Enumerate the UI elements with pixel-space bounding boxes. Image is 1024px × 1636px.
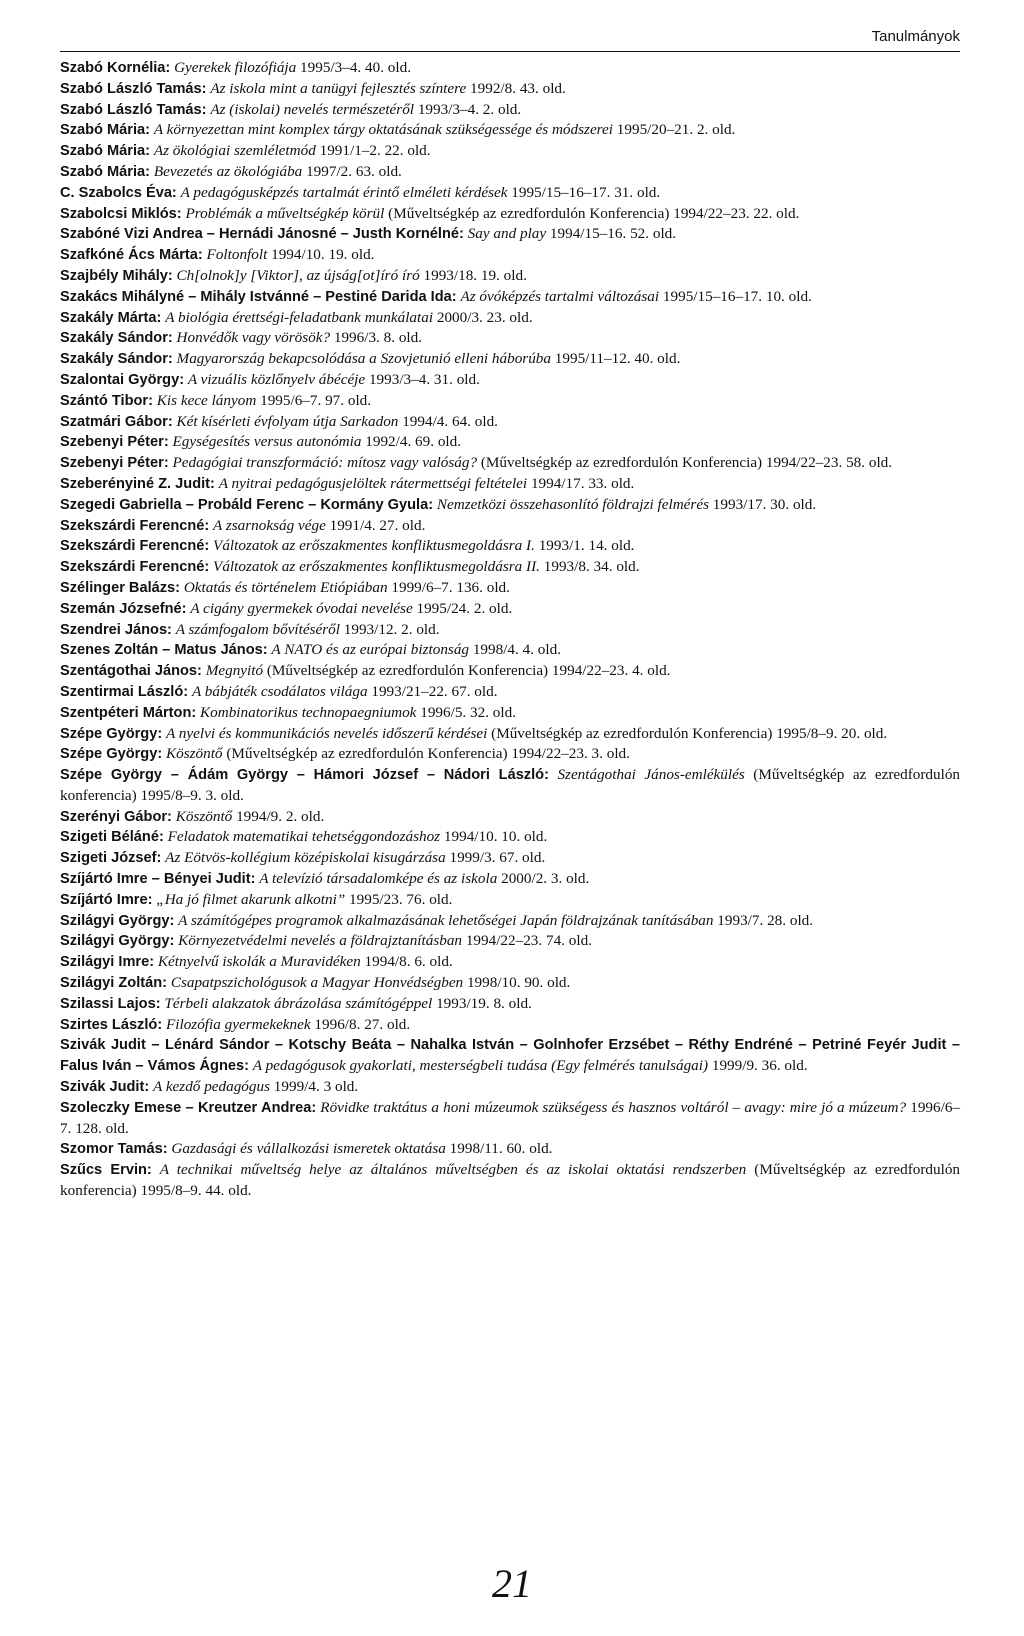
entry-author: Szépe György: [60, 725, 163, 742]
entry-title: Változatok az erőszakmentes konfliktusmegoldásra I. [213, 537, 535, 555]
entry-title: Változatok az erőszakmentes konfliktusmegoldásra II. [213, 558, 540, 576]
entry-author: Szilágyi Imre: [60, 954, 155, 971]
entry-source: 2000/2. 3. old. [501, 870, 590, 888]
page-header [60, 28, 960, 52]
entry-source: 1994/15–16. 52. old. [549, 225, 677, 243]
entry-source: 1993/19. 8. old. [436, 994, 532, 1012]
entry-author: Szépe György: [60, 746, 163, 763]
entry-title: Bevezetés az ökológiába [153, 162, 303, 180]
entry-author: Szatmári Gábor: [60, 413, 173, 430]
bibliography-entry [60, 245, 960, 266]
entry-title: A pedagógusképzés tartalmát érintő elméleti kérdések [180, 183, 508, 201]
entry-source: 1995/3–4. 40. old. [300, 59, 412, 76]
entry-title: Az Eötvös-kollégium középiskolai kisugárzása [165, 849, 446, 867]
bibliography-entry [60, 890, 960, 911]
bibliography-entry [60, 141, 960, 162]
entry-author: Szíjártó Imre – Bényei Judit: [60, 871, 256, 888]
entry-author: Szenes Zoltán – Matus János: [60, 642, 268, 659]
bibliography-entry [60, 1139, 960, 1160]
entry-author: Szabó Mária: [60, 143, 151, 160]
entry-source: 1998/10. 90. old. [466, 974, 571, 992]
entry-author: Szabó László Tamás: [60, 101, 207, 118]
entry-title: A biológia érettségi-feladatbank munkálatai [165, 308, 434, 326]
bibliography-entry [60, 599, 960, 620]
bibliography-entry [60, 827, 960, 848]
entry-title: A nyelvi és kommunikációs nevelés időszerű kérdései [165, 724, 488, 742]
entry-author: Szilágyi György: [60, 933, 175, 950]
entry-title: Két kísérleti évfolyam útja Sarkadon [176, 412, 399, 430]
entry-title: Kétnyelvű iskolák a Muravidéken [157, 953, 361, 971]
entry-title: Ch[olnok]y [Viktor], az újság[ot]író író [176, 266, 420, 284]
entry-source: 1993/21–22. 67. old. [371, 682, 498, 700]
entry-source: 1993/8. 34. old. [543, 558, 640, 576]
bibliography-entry [60, 391, 960, 412]
bibliography-entry [60, 516, 960, 537]
bibliography-entry [60, 661, 960, 682]
entry-title: „Ha jó filmet akarunk alkotni” [156, 890, 346, 908]
section-title: Tanulmányok [871, 28, 960, 45]
entry-source: 1993/3–4. 2. old. [417, 100, 522, 118]
bibliography-entry [60, 578, 960, 599]
entry-author: Szabó László Tamás: [60, 80, 207, 97]
entry-source: 1995/11–12. 40. old. [554, 350, 681, 368]
entry-title: Gyerekek filozófiája [174, 59, 297, 76]
entry-author: Szakács Mihályné – Mihály Istvánné – Pestiné Darida Ida: [60, 288, 457, 305]
bibliography-entry [60, 287, 960, 308]
entry-author: Szerényi Gábor: [60, 808, 172, 825]
entry-title: A NATO és az európai biztonság [271, 641, 470, 659]
entry-title: A pedagógusok gyakorlati, mesterségbeli tudása (Egy felmérés tanulságai) [252, 1057, 709, 1075]
bibliography-entry [60, 911, 960, 932]
bibliography-entry [60, 183, 960, 204]
entry-source: 1994/10. 19. old. [271, 246, 375, 264]
bibliography-entry [60, 474, 960, 495]
entry-source: (Műveltségkép az ezredfordulón Konferencia) 1994/22–23. 4. old. [266, 662, 671, 680]
entry-source: 1994/10. 10. old. [443, 828, 548, 846]
entry-source: 1999/3. 67. old. [449, 849, 546, 867]
entry-author: Szivák Judit – Lénárd Sándor – Kotschy Beáta – Nahalka István – Golnhofer Erzsébet – Réthy Endréné – Petriné Feyér Judit – Falus Iván – Vámos Ágnes: [60, 1037, 960, 1075]
bibliography-entry [60, 120, 960, 141]
entry-source: 1994/22–23. 74. old. [465, 932, 592, 950]
entry-source: 1993/12. 2. old. [343, 620, 440, 638]
entry-source: (Műveltségkép az ezredfordulón konferencia) 1995/8–9. 3. old. [60, 766, 961, 804]
entry-author: Szeberényiné Z. Judit: [60, 475, 215, 492]
entry-author: Szűcs Ervin: [60, 1162, 152, 1179]
entry-title: Filozófia gyermekeknek [165, 1015, 311, 1033]
entry-author: Szíjártó Imre: [60, 891, 153, 908]
entry-author: Szabóné Vizi Andrea – Hernádi Jánosné – Justh Kornélné: [60, 226, 464, 243]
entry-source: 1993/3–4. 31. old. [368, 370, 480, 388]
entry-author: Szebenyi Péter: [60, 455, 169, 472]
entry-author: Szabó Mária: [60, 122, 151, 139]
bibliography-entry [60, 453, 960, 474]
entry-title: Környezetvédelmi nevelés a földrajztanításban [178, 932, 463, 950]
bibliography-entry [60, 724, 960, 745]
entry-title: Csapatpszichológusok a Magyar Honvédségben [170, 974, 464, 992]
entry-source: 1996/8. 27. old. [314, 1015, 411, 1033]
entry-source: 1994/8. 6. old. [364, 953, 453, 971]
bibliography-entry [60, 412, 960, 433]
entry-source: 1993/18. 19. old. [423, 266, 527, 284]
entry-source: 1998/11. 60. old. [449, 1140, 553, 1158]
bibliography-entry [60, 848, 960, 869]
entry-author: Szalontai György: [60, 371, 185, 388]
entry-author: Szebenyi Péter: [60, 434, 169, 451]
page-number: 21 [492, 1561, 532, 1606]
entry-title: Feladatok matematikai tehetséggondozáshoz [167, 828, 441, 846]
entry-source: 1995/24. 2. old. [416, 599, 513, 617]
bibliography-list [60, 58, 960, 1202]
bibliography-entry [60, 162, 960, 183]
entry-author: C. Szabolcs Éva: [60, 184, 177, 201]
entry-author: Szentpéteri Márton: [60, 704, 197, 721]
entry-author: Szilassi Lajos: [60, 995, 161, 1012]
header-rule [60, 51, 960, 52]
bibliography-entry [60, 58, 960, 79]
entry-author: Szántó Tibor: [60, 392, 153, 409]
entry-title: Oktatás és történelem Etiópiában [183, 578, 388, 596]
bibliography-entry [60, 1077, 960, 1098]
entry-author: Szilágyi Zoltán: [60, 975, 168, 992]
bibliography-entry [60, 557, 960, 578]
entry-title: Az ökológiai szemléletmód [153, 142, 316, 160]
entry-title: A televízió társadalomképe és az iskola [259, 870, 498, 888]
entry-source: 1992/8. 43. old. [470, 79, 566, 97]
bibliography-entry [60, 682, 960, 703]
entry-source: 1995/20–21. 2. old. [616, 121, 736, 139]
entry-title: Say and play [467, 225, 547, 243]
entry-source: 2000/3. 23. old. [436, 308, 533, 326]
bibliography-entry [60, 931, 960, 952]
entry-title: Magyarország bekapcsolódása a Szovjetunió elleni háborúba [176, 350, 551, 368]
entry-author: Szigeti József: [60, 850, 162, 867]
entry-title: A nyitrai pedagógusjelöltek rátermettségi feltételei [218, 474, 528, 492]
entry-author: Szekszárdi Ferencné: [60, 517, 210, 534]
entry-author: Szakály Sándor: [60, 330, 173, 347]
entry-title: Szentágothai János-emlékülés [557, 766, 745, 784]
entry-title: Térbeli alakzatok ábrázolása számítógéppel [164, 994, 433, 1012]
bibliography-entry [60, 765, 960, 807]
entry-author: Szélinger Balázs: [60, 579, 181, 596]
entry-title: A bábjáték csodálatos világa [191, 682, 368, 700]
entry-author: Szekszárdi Ferencné: [60, 559, 210, 576]
bibliography-entry [60, 204, 960, 225]
bibliography-entry [60, 432, 960, 453]
entry-author: Szabó Kornélia: [60, 60, 171, 76]
entry-author: Szendrei János: [60, 621, 172, 638]
entry-title: Pedagógiai transzformáció: mítosz vagy valóság? [172, 454, 478, 472]
entry-title: A cigány gyermekek óvodai nevelése [190, 599, 413, 617]
entry-source: 1994/9. 2. old. [236, 807, 325, 825]
bibliography-entry [60, 79, 960, 100]
bibliography-entry [60, 744, 960, 765]
entry-source: (Műveltségkép az ezredfordulón konferencia) 1995/8–9. 44. old. [60, 1161, 961, 1200]
entry-source: 1995/6–7. 97. old. [260, 391, 372, 409]
entry-title: Gazdasági és vállalkozási ismeretek oktatása [171, 1140, 446, 1158]
entry-source: (Műveltségkép az ezredfordulón Konferencia) 1994/22–23. 3. old. [226, 745, 630, 763]
entry-author: Szirtes László: [60, 1016, 163, 1033]
entry-source: 1996/3. 8. old. [333, 329, 423, 347]
bibliography-entry [60, 807, 960, 828]
entry-author: Szekszárdi Ferencné: [60, 538, 210, 555]
entry-source: 1994/17. 33. old. [530, 474, 635, 492]
entry-source: 1999/9. 36. old. [711, 1057, 808, 1075]
entry-title: Köszöntő [165, 745, 223, 763]
bibliography-entry [60, 703, 960, 724]
entry-title: Egységesítés versus autonómia [172, 433, 362, 451]
entry-author: Szépe György – Ádám György – Hámori József – Nádori László: [60, 767, 549, 784]
bibliography-entry [60, 266, 960, 287]
entry-title: Az (iskolai) nevelés természetéről [210, 100, 415, 118]
entry-author: Szoleczky Emese – Kreutzer Andrea: [60, 1099, 317, 1116]
entry-author: Szentágothai János: [60, 663, 202, 680]
entry-title: A vizuális közlőnyelv ábécéje [187, 370, 366, 388]
entry-title: Rövidke traktátus a honi múzeumok szükségess és hasznos voltáról – avagy: mire jó a múzeum? [320, 1098, 907, 1116]
bibliography-entry [60, 224, 960, 245]
entry-source: 1991/4. 27. old. [329, 516, 426, 534]
entry-source: 1996/5. 32. old. [420, 703, 516, 721]
entry-source: 1997/2. 63. old. [306, 162, 402, 180]
entry-title: Az iskola mint a tanügyi fejlesztés színtere [210, 79, 467, 97]
entry-source: 1996/6–7. 128. old. [60, 1098, 961, 1137]
bibliography-entry [60, 1035, 960, 1077]
entry-title: Megnyitó [205, 662, 264, 680]
entry-title: Kis kece lányom [156, 391, 257, 409]
bibliography-entry [60, 952, 960, 973]
entry-title: Honvédők vagy vörösök? [176, 329, 331, 347]
entry-source: 1999/6–7. 136. old. [391, 578, 510, 596]
entry-author: Szivák Judit: [60, 1079, 150, 1096]
entry-title: Köszöntő [175, 807, 233, 825]
bibliography-entry [60, 973, 960, 994]
entry-source: (Műveltségkép az ezredfordulón Konferencia) 1994/22–23. 22. old. [388, 204, 800, 222]
entry-source: 1995/15–16–17. 31. old. [511, 183, 661, 201]
entry-title: Az óvóképzés tartalmi változásai [460, 287, 660, 305]
entry-title: A számfogalom bővítéséről [175, 620, 340, 638]
entry-source: 1993/17. 30. old. [712, 495, 817, 513]
entry-author: Szigeti Béláné: [60, 829, 164, 846]
bibliography-entry [60, 349, 960, 370]
bibliography-entry [60, 100, 960, 121]
entry-source: 1994/4. 64. old. [402, 412, 498, 430]
entry-source: 1998/4. 4. old. [472, 641, 561, 659]
entry-source: 1995/23. 76. old. [349, 890, 453, 908]
entry-author: Szabó Mária: [60, 163, 151, 180]
entry-author: Szakály Sándor: [60, 351, 173, 368]
bibliography-entry [60, 536, 960, 557]
bibliography-entry [60, 994, 960, 1015]
entry-source: 1991/1–2. 22. old. [319, 142, 431, 160]
entry-title: Problémák a műveltségkép körül [185, 204, 385, 222]
entry-title: Kombinatorikus technopaegniumok [200, 703, 417, 721]
bibliography-entry [60, 1160, 960, 1202]
bibliography-entry [60, 620, 960, 641]
entry-author: Szegedi Gabriella – Probáld Ferenc – Kormány Gyula: [60, 496, 434, 513]
entry-source: 1993/1. 14. old. [538, 537, 635, 555]
entry-author: Szajbély Mihály: [60, 267, 173, 284]
entry-title: A számítógépes programok alkalmazásának lehetőségei Japán földrajzának tanításában [178, 911, 714, 929]
entry-author: Szabolcsi Miklós: [60, 205, 182, 222]
bibliography-entry [60, 370, 960, 391]
entry-author: Szemán Józsefné: [60, 600, 187, 617]
entry-title: Nemzetközi összehasonlító földrajzi felmérés [436, 495, 709, 513]
entry-author: Szentirmai László: [60, 683, 189, 700]
entry-source: 1993/7. 28. old. [717, 911, 814, 929]
entry-title: A kezdő pedagógus [153, 1078, 270, 1096]
entry-source: 1999/4. 3 old. [273, 1078, 359, 1096]
entry-author: Szomor Tamás: [60, 1141, 168, 1158]
entry-title: A zsarnokság vége [213, 516, 326, 534]
entry-source: 1995/15–16–17. 10. old. [662, 287, 812, 305]
bibliography-entry [60, 1098, 960, 1140]
bibliography-entry [60, 495, 960, 516]
entry-title: Foltonfolt [206, 246, 268, 264]
bibliography-entry [60, 328, 960, 349]
entry-author: Szakály Márta: [60, 309, 162, 326]
entry-source: (Műveltségkép az ezredfordulón Konferencia) 1994/22–23. 58. old. [480, 454, 893, 472]
entry-author: Szafkóné Ács Márta: [60, 247, 203, 264]
entry-title: A környezettan mint komplex tárgy oktatásának szükségessége és módszerei [153, 121, 613, 139]
entry-source: 1992/4. 69. old. [365, 433, 462, 451]
bibliography-entry [60, 869, 960, 890]
bibliography-entry [60, 308, 960, 329]
bibliography-entry [60, 640, 960, 661]
entry-title: A technikai műveltség helye az általános műveltségben és az iskolai oktatási rendszerben [159, 1161, 747, 1179]
entry-author: Szilágyi György: [60, 912, 175, 929]
entry-source: (Műveltségkép az ezredfordulón Konferencia) 1995/8–9. 20. old. [491, 724, 888, 742]
bibliography-entry [60, 1015, 960, 1036]
